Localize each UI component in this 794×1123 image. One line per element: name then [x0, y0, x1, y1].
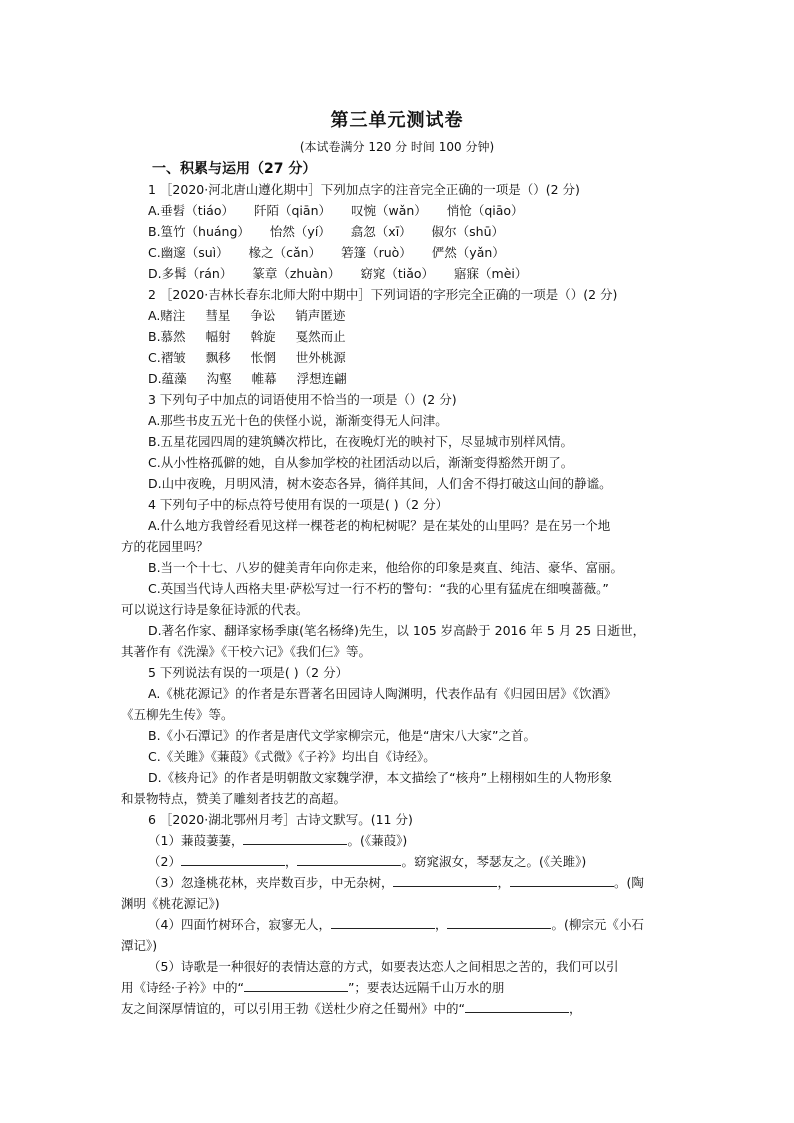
- question-4-option-c: C.英国当代诗人西格夫里·萨松写过一行不朽的警句：“我的心里有猛虎在细嗅蔷薇。”: [148, 581, 609, 596]
- question-4-stem: 4 下列句子中的标点符号使用有误的一项是( )（2 分）: [148, 497, 449, 512]
- question-1-option-a: A.垂髫（tiáo） 阡陌（qiān） 叹惋（wǎn） 悄怆（qiāo）: [148, 203, 524, 218]
- question-6-item-5-line2: 用《诗经·子衿》中的“ ”；要表达远隔千山万水的朋: [121, 980, 505, 995]
- answer-blank[interactable]: [181, 853, 285, 866]
- question-6-item-3-cont: 渊明《桃花源记》): [121, 896, 220, 911]
- question-6-item-4: （4）四面竹树环合，寂寥无人， ， 。(柳宗元《小石: [148, 917, 644, 932]
- answer-blank[interactable]: [510, 874, 614, 887]
- question-6-item-1: （1）蒹葭萋萋， 。(《蒹葭》): [148, 833, 408, 848]
- question-5-option-d: D.《核舟记》的作者是明朝散文家魏学洢，本文描绘了“核舟”上栩栩如生的人物形象: [148, 770, 613, 785]
- question-1-option-c: C.幽邃（suì） 椽之（cǎn） 箬篷（ruò） 俨然（yǎn）: [148, 245, 505, 260]
- answer-blank[interactable]: [243, 832, 347, 845]
- answer-blank[interactable]: [244, 979, 348, 992]
- question-1-option-d: D.多髯（rán） 篆章（zhuàn） 窈窕（tiǎo） 寤寐（mèi）: [148, 266, 528, 281]
- question-3-option-d: D.山中夜晚，月明风清，树木姿态各异，徜徉其间，人们舍不得打破这山间的静谧。: [148, 476, 612, 491]
- question-5-option-b: B.《小石潭记》的作者是唐代文学家柳宗元，他是“唐宋八大家”之首。: [148, 728, 537, 743]
- answer-blank[interactable]: [393, 874, 497, 887]
- question-5-stem: 5 下列说法有误的一项是( )（2 分）: [148, 665, 349, 680]
- question-1-stem: 1 ［2020·河北唐山遵化期中］下列加点字的注音完全正确的一项是（）(2 分): [148, 182, 580, 197]
- section-heading: 一、积累与运用（27 分）: [152, 161, 317, 177]
- question-2-option-b: B.慕然 幅射 斡旋 戛然而止: [148, 329, 346, 344]
- question-3-option-c: C.从小性格孤僻的她，自从参加学校的社团活动以后，渐渐变得豁然开朗了。: [148, 455, 574, 470]
- page-subtitle: (本试卷满分 120 分 时间 100 分钟): [299, 140, 495, 154]
- question-4-option-c-cont: 可以说这行诗是象征诗派的代表。: [121, 602, 309, 617]
- question-6-item-2: （2） ， 。窈窕淑女，琴瑟友之。(《关雎》): [148, 854, 587, 869]
- question-6-item-4-cont: 潭记》): [121, 938, 158, 953]
- question-6-item-5: （5）诗歌是一种很好的表情达意的方式，如要表达恋人之间相思之苦的，我们可以引: [148, 959, 619, 974]
- question-3-option-b: B.五星花园四周的建筑鳞次栉比，在夜晚灯光的映衬下，尽显城市别样风情。: [148, 434, 574, 449]
- question-6-stem: 6 ［2020·湖北鄂州月考］古诗文默写。(11 分): [148, 812, 413, 827]
- question-5-option-a-cont: 《五柳先生传》等。: [121, 707, 234, 722]
- question-2-option-d: D.蕴藻 沟壑 帷幕 浮想连翩: [148, 371, 347, 386]
- question-5-option-d-cont: 和景物特点，赞美了雕刻者技艺的高超。: [121, 791, 347, 806]
- question-3-option-a: A.那些书皮五光十色的侠怪小说，渐渐变得无人问津。: [148, 413, 448, 428]
- question-2-option-a: A.赌注 彗星 争讼 销声匿迹: [148, 308, 346, 323]
- answer-blank[interactable]: [465, 1000, 569, 1013]
- question-5-option-c: C.《关雎》《蒹葭》《式微》《子衿》均出自《诗经》。: [148, 749, 436, 764]
- answer-blank[interactable]: [331, 916, 435, 929]
- page-title: 第三单元测试卷: [330, 110, 464, 131]
- question-4-option-a: A.什么地方我曾经看见这样一棵苍老的枸杞树呢？是在某处的山里吗？是在另一个地: [148, 518, 611, 533]
- question-1-option-b: B.篁竹（huáng） 怡然（yí） 翕忽（xī） 俶尔（shū）: [148, 224, 505, 239]
- question-4-option-b: B.当一个十七、八岁的健美青年向你走来，他给你的印象是爽直、纯洁、豪华、富丽。: [148, 560, 624, 575]
- question-4-option-d-cont: 其著作有《洗澡》《干校六记》《我们仨》等。: [121, 644, 372, 659]
- question-6-item-3: （3）忽逢桃花林，夹岸数百步，中无杂树， ， 。(陶: [148, 875, 644, 890]
- answer-blank[interactable]: [297, 853, 401, 866]
- answer-blank[interactable]: [447, 916, 551, 929]
- question-3-stem: 3 下列句子中加点的词语使用不恰当的一项是（）(2 分): [148, 392, 457, 407]
- question-5-option-a: A.《桃花源记》的作者是东晋著名田园诗人陶渊明，代表作品有《归园田居》《饮酒》: [148, 686, 617, 701]
- question-2-stem: 2 ［2020·吉林长春东北师大附中期中］下列词语的字形完全正确的一项是（）(2 分): [148, 287, 618, 302]
- question-6-item-5-line3: 友之间深厚情谊的，可以引用王勃《送杜少府之任蜀州》中的“ ，: [121, 1001, 582, 1016]
- question-2-option-c: C.褶皱 飘移 怅惘 世外桃源: [148, 350, 346, 365]
- question-4-option-a-cont: 方的花园里吗？: [121, 539, 209, 554]
- question-4-option-d: D.著名作家、翻译家杨季康(笔名杨绛)先生，以 105 岁高龄于 2016 年 5 月 25 日逝世，: [148, 623, 646, 638]
